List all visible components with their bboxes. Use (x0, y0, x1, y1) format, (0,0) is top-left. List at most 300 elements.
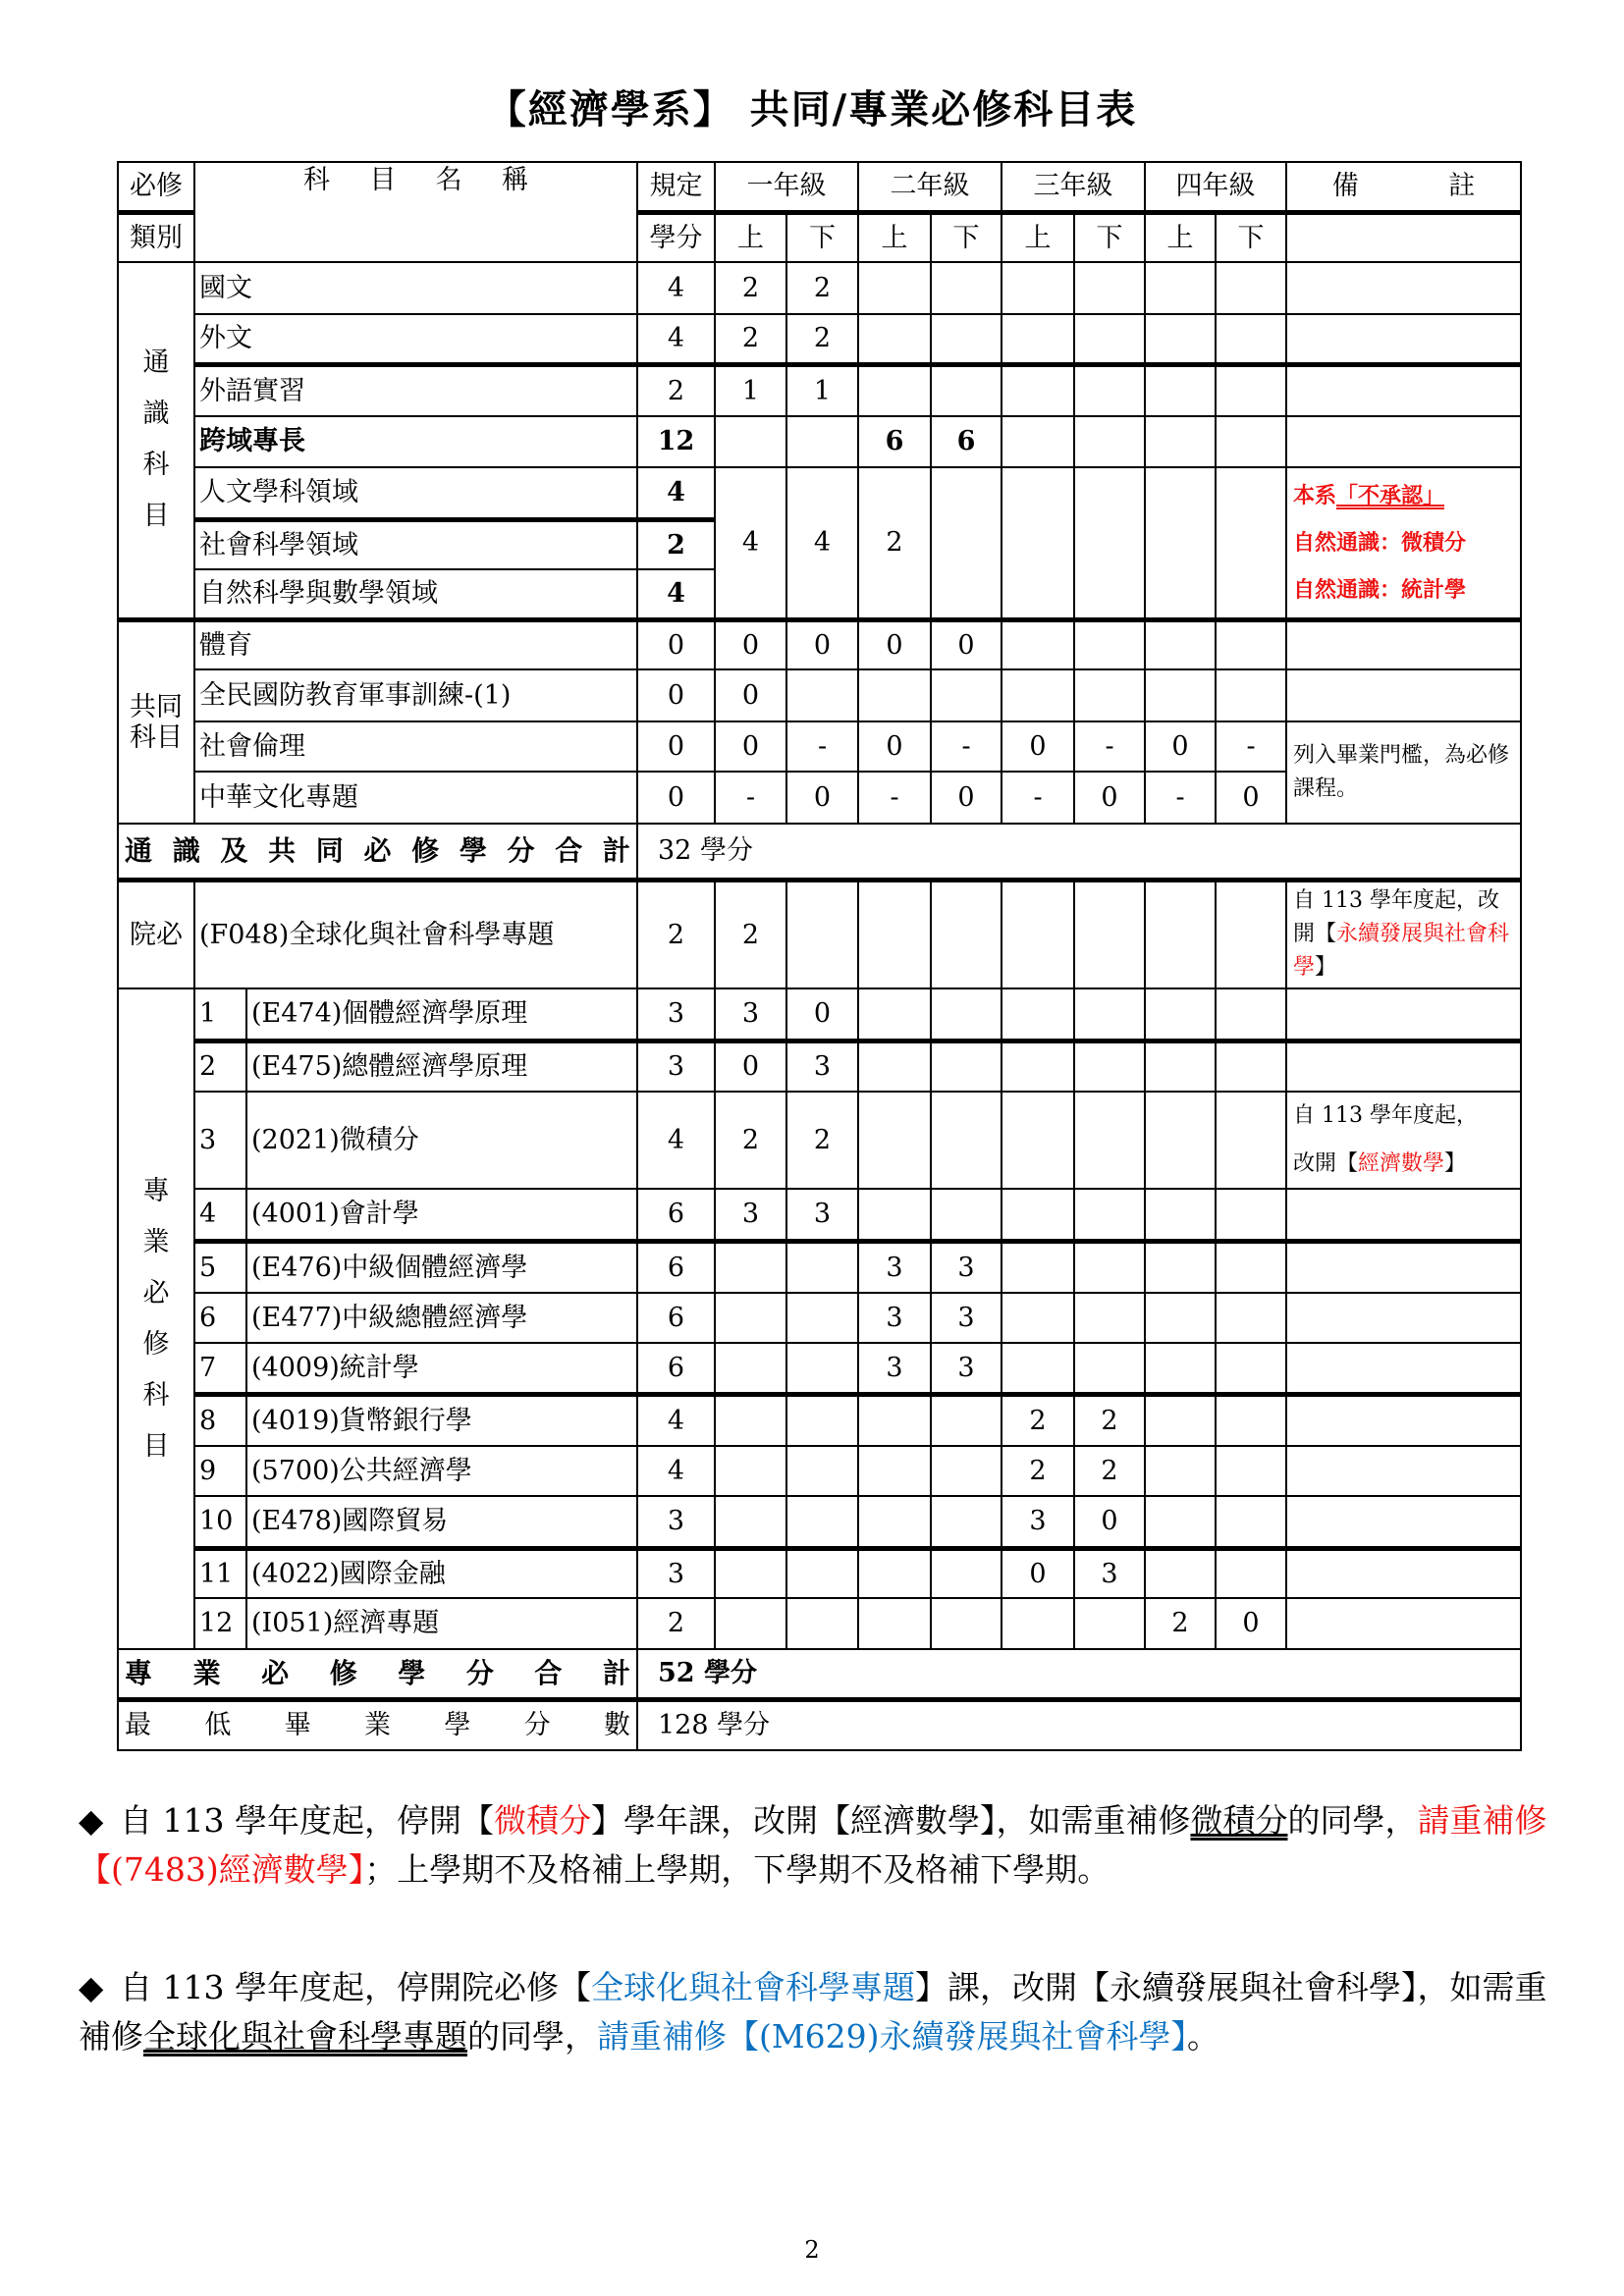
semester-credit-cell (1001, 467, 1074, 619)
course-credits: 6 (637, 1241, 715, 1293)
course-credits: 2 (637, 880, 715, 988)
major-total-label: 專 業 必 修 學 分 合 計 (118, 1649, 637, 1699)
remark-cell (1286, 1394, 1521, 1446)
header-credits: 規定 (637, 162, 715, 212)
semester-credit-cell (786, 1496, 858, 1548)
semester-credit-cell: 2 (1001, 1394, 1074, 1446)
semester-credit-cell: 0 (858, 619, 931, 669)
course-credits: 0 (637, 721, 715, 772)
semester-credit-cell: 2 (858, 467, 931, 619)
semester-credit-cell (1001, 1189, 1074, 1241)
semester-credit-cell: 0 (858, 721, 931, 772)
course-credits: 6 (637, 1189, 715, 1241)
course-name: 國文 (194, 262, 637, 314)
semester-credit-cell: 0 (931, 619, 1001, 669)
semester-credit-cell (858, 1598, 931, 1649)
semester-credit-cell (1001, 314, 1074, 364)
semester-credit-cell: 1 (715, 364, 786, 416)
major-total-value: 52 學分 (637, 1649, 1521, 1699)
semester-credit-cell (786, 416, 858, 467)
page-number: 2 (804, 2236, 820, 2264)
semester-credit-cell (931, 262, 1001, 314)
semester-credit-cell (931, 1394, 1001, 1446)
category-college: 院必 (118, 880, 194, 988)
semester-credit-cell (1216, 1189, 1286, 1241)
semester-credit-cell (1145, 1548, 1216, 1598)
semester-credit-cell (1145, 416, 1216, 467)
course-name: 中華文化專題 (194, 772, 637, 824)
header-category: 類別 (118, 212, 194, 262)
course-credits: 2 (637, 364, 715, 416)
semester-credit-cell (1001, 262, 1074, 314)
remark-cell (1286, 1343, 1521, 1394)
semester-credit-cell: 3 (1074, 1548, 1145, 1598)
semester-credit-cell: 1 (786, 364, 858, 416)
semester-credit-cell (1145, 1446, 1216, 1496)
category-common: 共同 科目 (118, 619, 194, 824)
semester-credit-cell: 3 (931, 1293, 1001, 1343)
college-remark: 自 113 學年度起，改開【永續發展與社會科學】 (1286, 880, 1521, 988)
semester-credit-cell (858, 1446, 931, 1496)
semester-credit-cell: 0 (786, 988, 858, 1041)
course-number: 8 (194, 1394, 246, 1446)
note-calculus: ◆ 自 113 學年度起，停開【微積分】學年課，改開【經濟數學】，如需重補修微積分的同學，請重補修【(7483)經濟數學】；上學期不及格補上學期，下學期不及格補下學期。 (79, 1796, 1551, 1895)
header-remark: 備 註 (1286, 162, 1521, 212)
semester-credit-cell: 0 (715, 721, 786, 772)
semester-credit-cell (715, 1343, 786, 1394)
category-major: 專 業 必 修 科 目 (118, 988, 194, 1649)
semester-credit-cell (1074, 314, 1145, 364)
semester-credit-cell (1074, 467, 1145, 619)
semester-credit-cell (1074, 669, 1145, 721)
course-number: 5 (194, 1241, 246, 1293)
semester-credit-cell (1216, 416, 1286, 467)
header-year: 一年級 (715, 162, 858, 212)
semester-credit-cell (1216, 1092, 1286, 1189)
remark-cell (1286, 1189, 1521, 1241)
table-row (118, 162, 1521, 212)
semester-credit-cell: 3 (858, 1343, 931, 1394)
semester-credit-cell (715, 1394, 786, 1446)
domain-name: 社會科學領域 (194, 519, 637, 569)
header-upper: 上 (1145, 212, 1216, 262)
course-number: 4 (194, 1189, 246, 1241)
course-name: (E478)國際貿易 (246, 1496, 637, 1548)
table-row (118, 1189, 1521, 1241)
semester-credit-cell: - (1001, 772, 1074, 824)
semester-credit-cell (1074, 416, 1145, 467)
course-name: 外語實習 (194, 364, 637, 416)
semester-credit-cell (715, 1548, 786, 1598)
header-credits: 學分 (637, 212, 715, 262)
semester-credit-cell (1074, 1092, 1145, 1189)
semester-credit-cell: - (858, 772, 931, 824)
domain-credits: 4 (637, 467, 715, 519)
semester-credit-cell: - (786, 721, 858, 772)
semester-credit-cell: 2 (715, 880, 786, 988)
domain-credits: 2 (637, 519, 715, 569)
semester-credit-cell (1001, 1041, 1074, 1092)
table-row (118, 988, 1521, 1041)
semester-credit-cell (1145, 619, 1216, 669)
general-total-value: 32 學分 (637, 824, 1521, 880)
header-upper: 上 (1001, 212, 1074, 262)
table-row (118, 619, 1521, 669)
table-row (118, 1446, 1521, 1496)
college-course-name: (F048)全球化與社會科學專題 (194, 880, 637, 988)
semester-credit-cell (1216, 1041, 1286, 1092)
course-name: 體育 (194, 619, 637, 669)
semester-credit-cell (1145, 467, 1216, 619)
header-lower: 下 (931, 212, 1001, 262)
semester-credit-cell (715, 1293, 786, 1343)
semester-credit-cell (786, 669, 858, 721)
course-credits: 6 (637, 1343, 715, 1394)
semester-credit-cell: 6 (931, 416, 1001, 467)
semester-credit-cell: 2 (1074, 1394, 1145, 1446)
semester-credit-cell: 3 (858, 1241, 931, 1293)
semester-credit-cell: 3 (931, 1343, 1001, 1394)
semester-credit-cell (1145, 1241, 1216, 1293)
semester-credit-cell (1001, 364, 1074, 416)
header-year: 四年級 (1145, 162, 1286, 212)
semester-credit-cell: - (1145, 772, 1216, 824)
semester-credit-cell (1074, 1189, 1145, 1241)
semester-credit-cell (1074, 619, 1145, 669)
semester-credit-cell: 2 (786, 262, 858, 314)
semester-credit-cell: - (1216, 721, 1286, 772)
header-lower: 下 (1074, 212, 1145, 262)
table-row (118, 1092, 1521, 1189)
semester-credit-cell: 3 (786, 1189, 858, 1241)
min-credits-label: 最 低 畢 業 學 分 數 (118, 1699, 637, 1750)
semester-credit-cell: 0 (715, 669, 786, 721)
semester-credit-cell (715, 1446, 786, 1496)
table-row (118, 1241, 1521, 1293)
semester-credit-cell (1216, 262, 1286, 314)
semester-credit-cell (715, 416, 786, 467)
course-name: (4009)統計學 (246, 1343, 637, 1394)
semester-credit-cell: 3 (858, 1293, 931, 1343)
remark-cell (1286, 619, 1521, 669)
semester-credit-cell (858, 1548, 931, 1598)
semester-credit-cell (1074, 364, 1145, 416)
semester-credit-cell (931, 1092, 1001, 1189)
course-name: (E474)個體經濟學原理 (246, 988, 637, 1041)
semester-credit-cell (1216, 1241, 1286, 1293)
header-course-name: 科 目 名 稱 (194, 162, 637, 262)
semester-credit-cell (786, 880, 858, 988)
remark-cell (1286, 1241, 1521, 1293)
course-number: 1 (194, 988, 246, 1041)
table-row (118, 1548, 1521, 1598)
semester-credit-cell: 6 (858, 416, 931, 467)
semester-credit-cell (858, 364, 931, 416)
table-row (118, 1343, 1521, 1394)
course-number: 11 (194, 1548, 246, 1598)
course-name: (E476)中級個體經濟學 (246, 1241, 637, 1293)
semester-credit-cell: 0 (1001, 1548, 1074, 1598)
remark-cell (1286, 669, 1521, 721)
semester-credit-cell (1145, 988, 1216, 1041)
semester-credit-cell (1001, 1598, 1074, 1649)
remark-cell (1286, 262, 1521, 314)
course-credits: 4 (637, 1446, 715, 1496)
semester-credit-cell (931, 1041, 1001, 1092)
semester-credit-cell: 0 (1145, 721, 1216, 772)
course-credits: 4 (637, 1092, 715, 1189)
semester-credit-cell: 3 (715, 988, 786, 1041)
course-credits: 2 (637, 1598, 715, 1649)
course-number: 3 (194, 1092, 246, 1189)
semester-credit-cell (786, 1394, 858, 1446)
table-row (118, 1649, 1521, 1699)
header-category: 必修 (118, 162, 194, 212)
semester-credit-cell (931, 1446, 1001, 1496)
course-name: (4001)會計學 (246, 1189, 637, 1241)
semester-credit-cell (1216, 988, 1286, 1041)
semester-credit-cell (931, 1496, 1001, 1548)
semester-credit-cell (715, 1496, 786, 1548)
semester-credit-cell (1145, 880, 1216, 988)
semester-credit-cell (1001, 1293, 1074, 1343)
table-row (118, 880, 1521, 988)
table-row (118, 721, 1521, 772)
course-number: 9 (194, 1446, 246, 1496)
semester-credit-cell (1145, 1041, 1216, 1092)
course-name: (5700)公共經濟學 (246, 1446, 637, 1496)
semester-credit-cell (786, 1343, 858, 1394)
semester-credit-cell (1145, 314, 1216, 364)
semester-credit-cell (1074, 1343, 1145, 1394)
semester-credit-cell (1145, 1394, 1216, 1446)
semester-credit-cell: 0 (715, 619, 786, 669)
diamond-bullet-icon: ◆ (79, 1968, 104, 2006)
semester-credit-cell: 3 (786, 1041, 858, 1092)
semester-credit-cell: 3 (931, 1241, 1001, 1293)
semester-credit-cell (1001, 1241, 1074, 1293)
semester-credit-cell (858, 1041, 931, 1092)
table-row (118, 1394, 1521, 1446)
semester-credit-cell (1216, 1496, 1286, 1548)
table-row (118, 1293, 1521, 1343)
semester-credit-cell (1145, 1092, 1216, 1189)
course-name: 社會倫理 (194, 721, 637, 772)
semester-credit-cell (1001, 619, 1074, 669)
semester-credit-cell (786, 1293, 858, 1343)
course-number: 2 (194, 1041, 246, 1092)
table-row (118, 262, 1521, 314)
semester-credit-cell: 0 (786, 619, 858, 669)
semester-credit-cell (858, 262, 931, 314)
semester-credit-cell: 2 (715, 262, 786, 314)
semester-credit-cell: 3 (715, 1189, 786, 1241)
note-globalization: ◆ 自 113 學年度起，停開院必修【全球化與社會科學專題】課，改開【永續發展與社會科學】，如需重補修全球化與社會科學專題的同學，請重補修【(M629)永續發展與社會科學】。 (79, 1963, 1551, 2061)
semester-credit-cell: 0 (1074, 772, 1145, 824)
course-number: 10 (194, 1496, 246, 1548)
course-name: (2021)微積分 (246, 1092, 637, 1189)
semester-credit-cell (931, 1598, 1001, 1649)
semester-credit-cell (858, 1189, 931, 1241)
semester-credit-cell (1145, 1293, 1216, 1343)
semester-credit-cell (1216, 619, 1286, 669)
semester-credit-cell: 0 (786, 772, 858, 824)
semester-credit-cell (715, 1598, 786, 1649)
course-name: 外文 (194, 314, 637, 364)
remark-cell (1286, 416, 1521, 467)
semester-credit-cell (1145, 364, 1216, 416)
semester-credit-cell (1145, 262, 1216, 314)
semester-credit-cell (1074, 880, 1145, 988)
semester-credit-cell (858, 880, 931, 988)
semester-credit-cell (931, 314, 1001, 364)
header-year: 三年級 (1001, 162, 1145, 212)
course-credits: 4 (637, 314, 715, 364)
course-credits: 4 (637, 1394, 715, 1446)
semester-credit-cell: 2 (715, 314, 786, 364)
header-remark-blank (1286, 212, 1521, 262)
domain-name: 自然科學與數學領域 (194, 569, 637, 619)
semester-credit-cell (858, 1496, 931, 1548)
course-credits: 0 (637, 619, 715, 669)
semester-credit-cell (858, 314, 931, 364)
semester-credit-cell (1145, 669, 1216, 721)
page-title: 【經濟學系】 共同/專業必修科目表 (486, 86, 1138, 133)
course-name: (4022)國際金融 (246, 1548, 637, 1598)
semester-credit-cell (931, 669, 1001, 721)
header-lower: 下 (786, 212, 858, 262)
header-year: 二年級 (858, 162, 1001, 212)
semester-credit-cell: 0 (715, 1041, 786, 1092)
domain-name: 人文學科領域 (194, 467, 637, 519)
semester-credit-cell (1216, 364, 1286, 416)
semester-credit-cell: - (931, 721, 1001, 772)
semester-credit-cell (1216, 467, 1286, 619)
semester-credit-cell (1001, 1092, 1074, 1189)
course-credits: 3 (637, 1041, 715, 1092)
semester-credit-cell (1145, 1343, 1216, 1394)
course-name: (E475)總體經濟學原理 (246, 1041, 637, 1092)
table-row (118, 1496, 1521, 1548)
course-number: 6 (194, 1293, 246, 1343)
table-row (118, 416, 1521, 467)
semester-credit-cell (1001, 669, 1074, 721)
semester-credit-cell: 2 (786, 314, 858, 364)
semester-credit-cell (931, 1189, 1001, 1241)
semester-credit-cell (931, 1548, 1001, 1598)
semester-credit-cell: 2 (1074, 1446, 1145, 1496)
semester-credit-cell (1001, 988, 1074, 1041)
semester-credit-cell: 0 (1074, 1496, 1145, 1548)
semester-credit-cell (1216, 1446, 1286, 1496)
course-number: 12 (194, 1598, 246, 1649)
category-general: 通 識 科 目 (118, 262, 194, 619)
table-row (118, 1041, 1521, 1092)
course-name: (I051)經濟專題 (246, 1598, 637, 1649)
semester-credit-cell (1216, 880, 1286, 988)
domain-credits: 4 (637, 569, 715, 619)
semester-credit-cell (786, 1241, 858, 1293)
semester-credit-cell (786, 1598, 858, 1649)
semester-credit-cell: 2 (786, 1092, 858, 1189)
semester-credit-cell (931, 880, 1001, 988)
course-credits: 3 (637, 988, 715, 1041)
semester-credit-cell (858, 988, 931, 1041)
course-credits: 12 (637, 416, 715, 467)
min-credits-value: 128 學分 (637, 1699, 1521, 1750)
remark-cell (1286, 1548, 1521, 1598)
semester-credit-cell: 0 (1216, 772, 1286, 824)
semester-credit-cell: 4 (786, 467, 858, 619)
semester-credit-cell: 2 (1001, 1446, 1074, 1496)
table-row (118, 467, 1521, 519)
course-credits: 3 (637, 1496, 715, 1548)
semester-credit-cell (1074, 1598, 1145, 1649)
semester-credit-cell: 2 (715, 1092, 786, 1189)
table-row (118, 364, 1521, 416)
course-name: (4019)貨幣銀行學 (246, 1394, 637, 1446)
header-upper: 上 (715, 212, 786, 262)
semester-credit-cell (1074, 1293, 1145, 1343)
semester-credit-cell (931, 467, 1001, 619)
semester-credit-cell: 3 (1001, 1496, 1074, 1548)
course-credits: 3 (637, 1548, 715, 1598)
table-row (118, 1699, 1521, 1750)
semester-credit-cell (1074, 988, 1145, 1041)
semester-credit-cell (858, 1394, 931, 1446)
course-credits: 0 (637, 669, 715, 721)
semester-credit-cell (858, 1092, 931, 1189)
semester-credit-cell: 0 (1216, 1598, 1286, 1649)
semester-credit-cell: 2 (1145, 1598, 1216, 1649)
semester-credit-cell (1074, 262, 1145, 314)
semester-credit-cell (1074, 1241, 1145, 1293)
semester-credit-cell (931, 364, 1001, 416)
semester-credit-cell (786, 1548, 858, 1598)
course-number: 7 (194, 1343, 246, 1394)
semester-credit-cell (1216, 1293, 1286, 1343)
semester-credit-cell (1145, 1189, 1216, 1241)
general-total-label: 通 識 及 共 同 必 修 學 分 合 計 (118, 824, 637, 880)
course-name: (E477)中級總體經濟學 (246, 1293, 637, 1343)
semester-credit-cell: 4 (715, 467, 786, 619)
course-name: 全民國防教育軍事訓練-(1) (194, 669, 637, 721)
semester-credit-cell (858, 669, 931, 721)
semester-credit-cell: 0 (931, 772, 1001, 824)
semester-credit-cell (1001, 1343, 1074, 1394)
course-credits: 4 (637, 262, 715, 314)
semester-credit-cell (1074, 1041, 1145, 1092)
table-row (118, 1598, 1521, 1649)
semester-credit-cell (1145, 1496, 1216, 1548)
header-lower: 下 (1216, 212, 1286, 262)
common-remark: 列入畢業門檻，為必修課程。 (1286, 721, 1521, 824)
semester-credit-cell (1216, 1548, 1286, 1598)
table-row (118, 824, 1521, 880)
course-credits: 0 (637, 772, 715, 824)
major-remark: 自 113 學年度起， 改開【經濟數學】 (1286, 1092, 1521, 1189)
remark-cell (1286, 1598, 1521, 1649)
header-upper: 上 (858, 212, 931, 262)
remark-cell (1286, 988, 1521, 1041)
semester-credit-cell (931, 988, 1001, 1041)
table-row (118, 314, 1521, 364)
semester-credit-cell (1216, 669, 1286, 721)
domain-remark: 本系「不承認」 自然通識：微積分 自然通識：統計學 (1286, 467, 1521, 619)
semester-credit-cell (715, 1241, 786, 1293)
semester-credit-cell (1216, 1343, 1286, 1394)
remark-cell (1286, 314, 1521, 364)
